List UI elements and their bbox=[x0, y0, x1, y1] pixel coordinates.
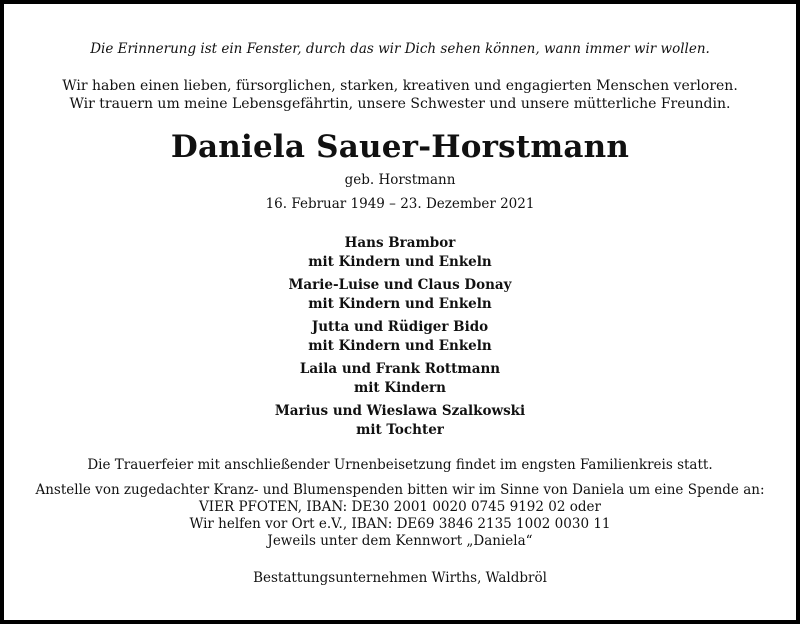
mourner-family: mit Kindern und Enkeln bbox=[308, 254, 492, 270]
mourner-family: mit Kindern bbox=[354, 380, 446, 396]
life-dates: 16. Februar 1949 – 23. Dezember 2021 bbox=[265, 196, 535, 212]
birth-name: geb. Horstmann bbox=[344, 172, 456, 188]
deceased-name: Daniela Sauer-Horstmann bbox=[170, 129, 630, 165]
mourner-names: Jutta und Rüdiger Bido bbox=[311, 319, 489, 335]
intro-line-2: Wir trauern um meine Lebensgefährtin, unsere Schwester und unsere mütterliche Freundin. bbox=[69, 96, 731, 112]
mourner-family: mit Kindern und Enkeln bbox=[308, 338, 492, 354]
intro-line-1: Wir haben einen lieben, fürsorglichen, starken, kreativen und engagierten Menschen verloren. bbox=[62, 78, 738, 94]
mourner-names: Hans Brambor bbox=[344, 235, 456, 251]
donation-request: Anstelle von zugedachter Kranz- und Blumenspenden bitten wir im Sinne von Daniela um eine Spende an: bbox=[35, 482, 765, 498]
funeral-note: Die Trauerfeier mit anschließender Urnenbeisetzung findet im engsten Familienkreis statt. bbox=[87, 457, 713, 473]
donation-keyword: Jeweils unter dem Kennwort „Daniela“ bbox=[267, 533, 533, 549]
donation-option-1: VIER PFOTEN, IBAN: DE30 2001 0020 0745 9192 02 oder bbox=[199, 499, 601, 515]
donation-option-2: Wir helfen vor Ort e.V., IBAN: DE69 3846 2135 1002 0030 11 bbox=[189, 516, 611, 532]
mourner-names: Marius und Wieslawa Szalkowski bbox=[274, 403, 526, 419]
mourner-names: Marie-Luise und Claus Donay bbox=[288, 277, 512, 293]
mourner-family: mit Tochter bbox=[356, 422, 444, 438]
undertaker: Bestattungsunternehmen Wirths, Waldbröl bbox=[253, 570, 547, 586]
mourner-family: mit Kindern und Enkeln bbox=[308, 296, 492, 312]
mourner-names: Laila und Frank Rottmann bbox=[299, 361, 501, 377]
memorial-quote: Die Erinnerung ist ein Fenster, durch das wir Dich sehen können, wann immer wir wollen. bbox=[90, 41, 710, 57]
